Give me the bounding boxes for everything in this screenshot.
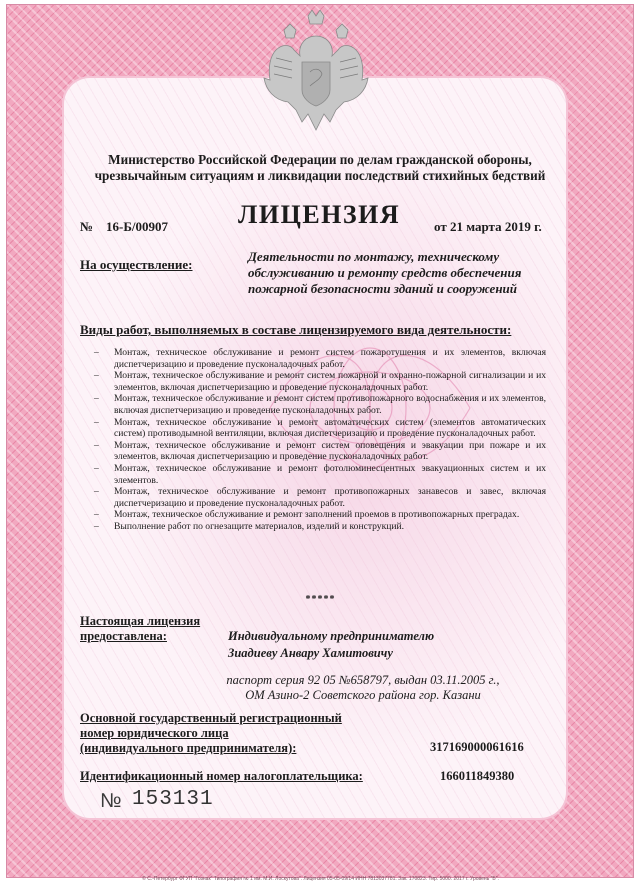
passport-details bbox=[218, 673, 508, 703]
work-item bbox=[94, 347, 546, 370]
work-item-text: Монтаж, техническое обслуживание и ремонт автоматических систем (элементов автоматических систем) противодымной вентиляции, включая диспетчеризацию и проведение пусконаладочных работ. bbox=[114, 416, 546, 440]
inn-value: 166011849380 bbox=[440, 769, 515, 783]
ogrn-label-line-3: (индивидуального предпринимателя): bbox=[80, 741, 297, 755]
work-item-text: Монтаж, техническое обслуживание и ремонт систем оповещения и эвакуации при пожаре и их элементов, включая диспетчеризацию и проведение пусконаладочных работ. bbox=[114, 439, 546, 463]
document-title: ЛИЦЕНЗИЯ bbox=[238, 200, 401, 229]
list-bullet: – bbox=[94, 416, 99, 428]
work-item-text: Монтаж, техническое обслуживание и ремонт систем пожаротушения и их элементов, включая диспетчеризацию и проведение пусконаладочных работ. bbox=[114, 347, 546, 370]
granted-label bbox=[80, 614, 200, 644]
license-number: 16-Б/00907 bbox=[106, 219, 169, 234]
works-list bbox=[94, 347, 546, 533]
work-item bbox=[94, 370, 546, 393]
activity-line: Деятельности по монтажу, техническому bbox=[248, 249, 500, 264]
inn-label: Идентификационный номер налогоплательщика: bbox=[80, 769, 363, 783]
work-item bbox=[94, 521, 546, 533]
serial-number: 153131 bbox=[132, 788, 214, 811]
license-holder bbox=[228, 628, 434, 662]
work-item-text: Монтаж, техническое обслуживание и ремонт систем пожарной и охранно-пожарной сигнализации и их элементов, включая диспетчеризацию и проведение пусконаладочных работ. bbox=[114, 370, 546, 393]
work-item-text: Монтаж, техническое обслуживание и ремонт фотолюминесцентных эвакуационных систем и их элементов. bbox=[114, 462, 546, 486]
license-date: от 21 марта 2019 г. bbox=[434, 219, 542, 234]
list-bullet: – bbox=[94, 520, 99, 532]
work-item bbox=[94, 486, 546, 509]
work-item bbox=[94, 463, 546, 486]
holder-line-2: Зиадиеву Анвару Хамитовичу bbox=[228, 646, 393, 660]
list-bullet: – bbox=[94, 347, 99, 358]
ogrn-label-line-1: Основной государственный регистрационный bbox=[80, 711, 342, 725]
ministry-line-1: Министерство Российской Федерации по делам гражданской обороны, bbox=[108, 152, 532, 167]
serial-prefix: № bbox=[100, 790, 122, 812]
work-item bbox=[94, 393, 546, 416]
work-item-text: Монтаж, техническое обслуживание и ремонт противопожарных занавесов и завес, включая диспетчеризацию и проведение пусконаладочных работ. bbox=[114, 486, 546, 509]
section-separator: ***** bbox=[305, 594, 336, 605]
ogrn-value: 317169000061616 bbox=[430, 740, 524, 754]
ogrn-label-line-2: номер юридического лица bbox=[80, 726, 229, 740]
licensed-activity bbox=[248, 249, 548, 297]
work-item-text: Выполнение работ по огнезащите материалов, изделий и конструкций. bbox=[114, 520, 405, 532]
ministry-line-2: чрезвычайным ситуациям и ликвидации последствий стихийных бедствий bbox=[94, 168, 546, 183]
granted-label-line-1: Настоящая лицензия bbox=[80, 614, 201, 628]
work-item bbox=[94, 417, 546, 440]
list-bullet: – bbox=[94, 439, 99, 451]
works-heading: Виды работ, выполняемых в составе лицензируемого вида деятельности: bbox=[80, 322, 512, 337]
work-item-text: Монтаж, техническое обслуживание и ремонт заполнений проемов в противопожарных преградах. bbox=[114, 509, 520, 521]
activity-line: пожарной безопасности зданий и сооружений bbox=[248, 281, 518, 296]
holder-line-1: Индивидуальному предпринимателю bbox=[228, 629, 435, 643]
ministry-header bbox=[80, 152, 560, 184]
purpose-label: На осуществление: bbox=[80, 257, 193, 272]
passport-line-1: паспорт серия 92 05 №658797, выдан 03.11.2005 г., bbox=[226, 673, 500, 687]
coat-of-arms-emblem bbox=[262, 10, 370, 132]
ogrn-label bbox=[80, 711, 342, 756]
list-bullet: – bbox=[94, 370, 99, 382]
work-item bbox=[94, 440, 546, 463]
list-bullet: – bbox=[94, 393, 99, 405]
list-bullet: – bbox=[94, 462, 99, 474]
activity-line: обслуживанию и ремонту средств обеспечения bbox=[248, 265, 522, 280]
work-item-text: Монтаж, техническое обслуживание и ремонт систем противопожарного водоснабжения и их элементов, включая диспетчеризацию и проведение пусконаладочных работ. bbox=[114, 393, 546, 416]
list-bullet: – bbox=[94, 486, 99, 498]
granted-label-line-2: предоставлена: bbox=[80, 629, 167, 643]
passport-line-2: ОМ Азино-2 Советского района гор. Казани bbox=[245, 688, 481, 702]
license-number-label: № bbox=[80, 219, 94, 234]
work-item bbox=[94, 509, 546, 521]
list-bullet: – bbox=[94, 509, 99, 521]
printer-footer: © С.-Петербург ФГУП "Гознак" Типография № 1 им. М.И. Лоскутова". Лицензия 05-05-09/14 ИНН 7813037781. Зак. 170823. Тир. 5000. 2017 г. Уровень "Б". bbox=[142, 876, 499, 882]
